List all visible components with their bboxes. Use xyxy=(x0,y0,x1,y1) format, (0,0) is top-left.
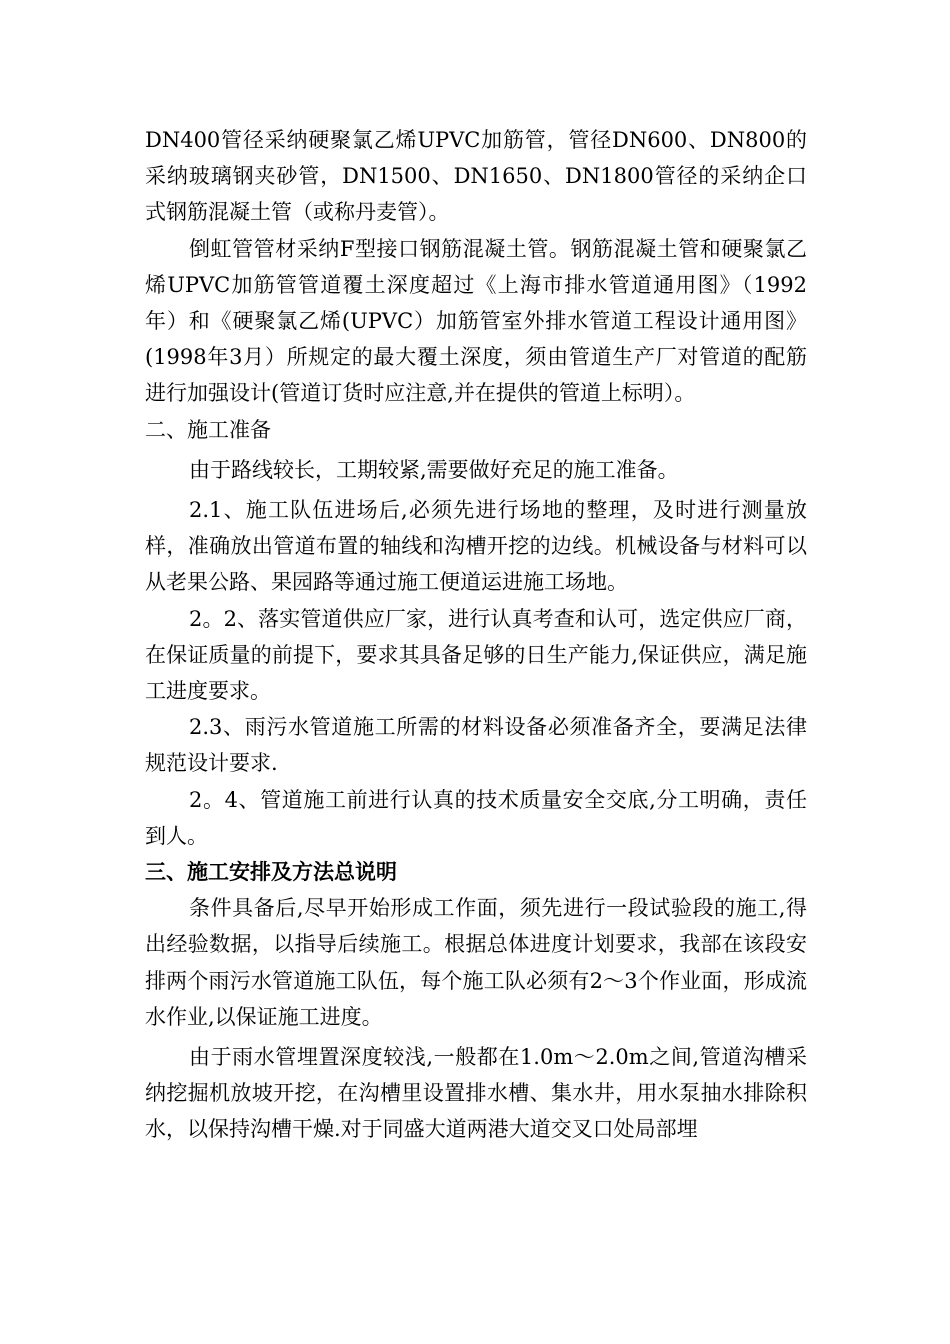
section-heading-arrangement: 三、施工安排及方法总说明 xyxy=(145,860,397,885)
paragraph-arrangement: 条件具备后,尽早开始形成工作面，须先进行一段试验段的施工,得出经验数据，以指导后续施工。根据总体进度计划要求，我部在该段安排两个雨污水管道施工队伍，每个施工队必须有2～3个作业面，形成流水作业,以保证施工进度。 xyxy=(145,896,807,1029)
paragraph-siphon-pipe: 倒虹管管材采纳F型接口钢筋混凝土管。钢筋混凝土管和硬聚氯乙烯UPVC加筋管管道覆土深度超过《上海市排水管道通用图》（1992年）和《硬聚氯乙烯(UPVC）加筋管室外排水管道工程设计通用图》(1998年3月）所规定的最大覆土深度，须由管道生产厂对管道的配筋进行加强设计(管道订货时应注意,并在提供的管道上标明）。 xyxy=(145,236,807,406)
paragraph-rain-pipe: 由于雨水管埋置深度较浅,一般都在1.0m～2.0m之间,管道沟槽采纳挖掘机放坡开挖，在沟槽里设置排水槽、集水井，用水泵抽水排除积水，以保持沟槽干燥.对于同盛大道两港大道交叉口处局部埋 xyxy=(145,1045,807,1142)
paragraph-item-2-4: 2。4、管道施工前进行认真的技术质量安全交底,分工明确，责任到人。 xyxy=(145,787,807,848)
section-heading-construction-prep: 二、施工准备 xyxy=(145,417,271,442)
paragraph-item-2-2: 2。2、落实管道供应厂家，进行认真考查和认可，选定供应厂商，在保证质量的前提下，要求其具备足够的日生产能力,保证供应，满足施工进度要求。 xyxy=(145,606,807,704)
paragraph-prep-intro: 由于路线较长，工期较紧,需要做好充足的施工准备。 xyxy=(189,457,679,482)
paragraph-pipe-materials: DN400管径采纳硬聚氯乙烯UPVC加筋管，管径DN600、DN800的采纳玻璃钢夹砂管，DN1500、DN1650、DN1800管径的采纳企口式钢筋混凝土管（或称丹麦管）。 xyxy=(145,128,807,225)
document-body xyxy=(145,122,807,1148)
paragraph-item-2-1: 2.1、施工队伍进场后,必须先进行场地的整理，及时进行测量放样，准确放出管道布置的轴线和沟槽开挖的边线。机械设备与材料可以从老果公路、果园路等通过施工便道运进施工场地。 xyxy=(145,498,807,595)
paragraph-item-2-3: 2.3、雨污水管道施工所需的材料设备必须准备齐全，要满足法律规范设计要求. xyxy=(145,715,807,776)
